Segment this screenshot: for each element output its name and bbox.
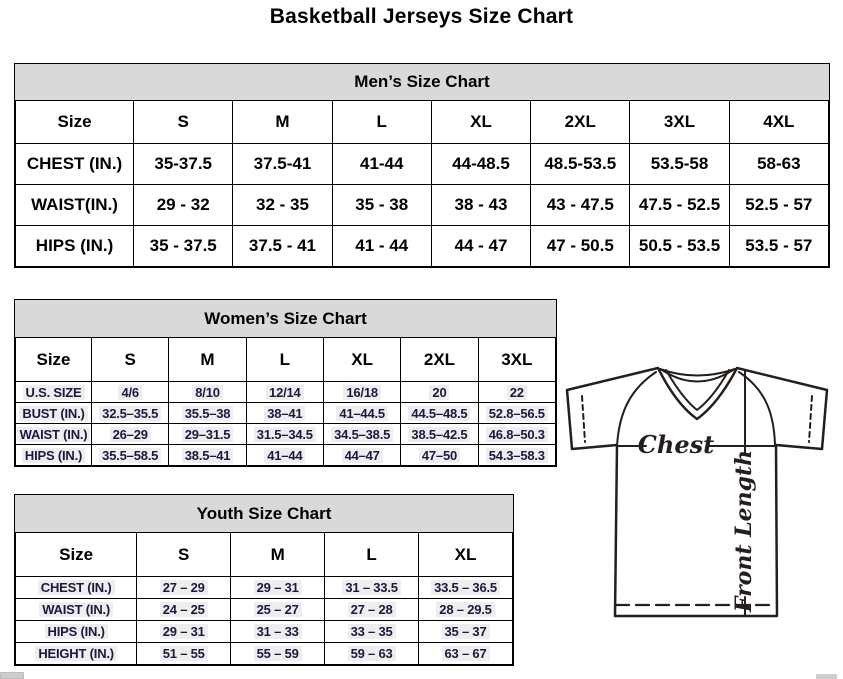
cell-text: 35.5–38 [182, 406, 234, 421]
column-header: M [231, 533, 325, 577]
womens-table [15, 337, 556, 466]
cell-text: CHEST (IN.) [38, 580, 115, 595]
jersey-outline [567, 368, 827, 616]
table-row [16, 577, 513, 599]
value-cell [231, 599, 325, 621]
value-cell [169, 403, 246, 424]
table-row [16, 144, 829, 185]
column-header-row [16, 338, 556, 382]
row-label [16, 382, 92, 403]
column-header: M [169, 338, 246, 382]
value-cell: 37.5 - 41 [233, 226, 332, 267]
mens-table [15, 100, 829, 267]
cell-text: 59 – 63 [348, 646, 396, 661]
cell-text: 38.5–42.5 [408, 427, 470, 442]
column-header: L [246, 338, 323, 382]
cell-text: 22 [507, 385, 527, 400]
cell-text: 35.5–58.5 [99, 448, 161, 463]
column-header: 2XL [531, 101, 630, 144]
value-cell [92, 445, 169, 466]
cell-text: U.S. SIZE [23, 385, 85, 400]
table-row [16, 185, 829, 226]
row-label [16, 643, 137, 665]
value-cell [137, 621, 231, 643]
value-cell [478, 445, 555, 466]
value-cell [137, 599, 231, 621]
cell-text: 8/10 [192, 385, 223, 400]
table-row [16, 403, 556, 424]
page-title: Basketball Jerseys Size Chart [269, 5, 574, 28]
cell-text: HIPS (IN.) [45, 624, 108, 639]
row-label [16, 424, 92, 445]
value-cell: 29 - 32 [134, 185, 233, 226]
value-cell [419, 643, 513, 665]
cell-text: BUST (IN.) [19, 406, 87, 421]
cell-text: 29 – 31 [254, 580, 302, 595]
youth-chart-title: Youth Size Chart [15, 495, 513, 532]
front-length-label: Front Length [731, 449, 757, 613]
table-row [16, 621, 513, 643]
cell-text: 55 – 59 [254, 646, 302, 661]
cell-text: 25 – 27 [254, 602, 302, 617]
column-header: 4XL [729, 101, 828, 144]
value-cell: 53.5-58 [630, 144, 729, 185]
row-label: HIPS (IN.) [16, 226, 134, 267]
value-cell: 41 - 44 [332, 226, 431, 267]
column-header: Size [16, 338, 92, 382]
cell-text: 35 – 37 [442, 624, 490, 639]
value-cell [478, 403, 555, 424]
value-cell: 43 - 47.5 [531, 185, 630, 226]
column-header: S [92, 338, 169, 382]
row-label [16, 621, 137, 643]
value-cell [401, 445, 478, 466]
value-cell: 48.5-53.5 [531, 144, 630, 185]
cell-text: 41–44 [264, 448, 305, 463]
value-cell [325, 621, 419, 643]
table-row [16, 424, 556, 445]
cell-text: 16/18 [343, 385, 381, 400]
value-cell: 41-44 [332, 144, 431, 185]
value-cell: 32 - 35 [233, 185, 332, 226]
value-cell [137, 577, 231, 599]
cell-text: 29–31.5 [182, 427, 234, 442]
value-cell: 35 - 38 [332, 185, 431, 226]
value-cell [401, 403, 478, 424]
value-cell [231, 621, 325, 643]
value-cell [419, 599, 513, 621]
value-cell: 47.5 - 52.5 [630, 185, 729, 226]
value-cell [246, 382, 323, 403]
value-cell [478, 424, 555, 445]
column-header: Size [16, 533, 137, 577]
cell-text: 38.5–41 [182, 448, 234, 463]
cell-text: HIPS (IN.) [22, 448, 85, 463]
cell-text: 47–50 [419, 448, 460, 463]
value-cell [169, 382, 246, 403]
row-label: WAIST(IN.) [16, 185, 134, 226]
cell-text: 34.5–38.5 [331, 427, 393, 442]
cell-text: 41–44.5 [336, 406, 388, 421]
row-label [16, 403, 92, 424]
column-header: 2XL [401, 338, 478, 382]
value-cell [323, 382, 400, 403]
womens-chart-title: Women’s Size Chart [15, 300, 556, 337]
cell-text: 33.5 – 36.5 [431, 580, 500, 595]
column-header: 3XL [630, 101, 729, 144]
youth-size-chart [14, 494, 514, 666]
column-header: L [332, 101, 431, 144]
cell-text: WAIST (IN.) [17, 427, 91, 442]
cell-text: 24 – 25 [160, 602, 208, 617]
youth-table [15, 532, 513, 665]
value-cell: 44-48.5 [431, 144, 530, 185]
cell-text: 52.8–56.5 [486, 406, 548, 421]
cell-text: 51 – 55 [160, 646, 208, 661]
cell-text: 44–47 [342, 448, 383, 463]
value-cell [419, 577, 513, 599]
chest-label: Chest [637, 430, 715, 459]
column-header: XL [323, 338, 400, 382]
value-cell [478, 382, 555, 403]
cell-text: 12/14 [266, 385, 304, 400]
cell-text: 4/6 [118, 385, 141, 400]
value-cell [323, 445, 400, 466]
cell-text: 27 – 28 [348, 602, 396, 617]
cell-text: 31.5–34.5 [254, 427, 316, 442]
cell-text: 54.3–58.3 [486, 448, 548, 463]
value-cell [323, 403, 400, 424]
value-cell [92, 403, 169, 424]
value-cell: 58-63 [729, 144, 828, 185]
cell-text: 32.5–35.5 [99, 406, 161, 421]
value-cell [246, 445, 323, 466]
table-row [16, 382, 556, 403]
value-cell [137, 643, 231, 665]
value-cell [231, 643, 325, 665]
cell-text: 31 – 33 [254, 624, 302, 639]
value-cell: 35-37.5 [134, 144, 233, 185]
cell-text: 31 – 33.5 [342, 580, 400, 595]
value-cell: 50.5 - 53.5 [630, 226, 729, 267]
row-label [16, 599, 137, 621]
cell-text: WAIST (IN.) [39, 602, 113, 617]
cell-text: 63 – 67 [442, 646, 490, 661]
value-cell: 44 - 47 [431, 226, 530, 267]
value-cell: 35 - 37.5 [134, 226, 233, 267]
cell-text: 27 – 29 [160, 580, 208, 595]
value-cell: 38 - 43 [431, 185, 530, 226]
column-header: L [325, 533, 419, 577]
cell-text: 33 – 35 [348, 624, 396, 639]
table-row [16, 445, 556, 466]
womens-size-chart [14, 299, 557, 467]
column-header: XL [419, 533, 513, 577]
cell-text: 29 – 31 [160, 624, 208, 639]
column-header: Size [16, 101, 134, 144]
column-header: M [233, 101, 332, 144]
value-cell: 47 - 50.5 [531, 226, 630, 267]
column-header-row [16, 533, 513, 577]
cell-text: 26–29 [110, 427, 151, 442]
scrollbar-fragment-left[interactable] [0, 672, 24, 679]
cell-text: HEIGHT (IN.) [35, 646, 117, 661]
cell-text: 28 – 29.5 [436, 602, 494, 617]
value-cell [92, 424, 169, 445]
value-cell [169, 424, 246, 445]
mens-chart-title: Men’s Size Chart [15, 64, 829, 100]
column-header: S [134, 101, 233, 144]
value-cell: 53.5 - 57 [729, 226, 828, 267]
value-cell: 37.5-41 [233, 144, 332, 185]
value-cell [231, 577, 325, 599]
mens-size-chart [14, 63, 830, 268]
column-header: S [137, 533, 231, 577]
table-row [16, 643, 513, 665]
cell-text: 46.8–50.3 [486, 427, 548, 442]
value-cell [325, 599, 419, 621]
cell-text: 20 [429, 385, 449, 400]
value-cell [92, 382, 169, 403]
jersey-measurement-diagram [555, 358, 840, 638]
value-cell [401, 424, 478, 445]
value-cell [401, 382, 478, 403]
value-cell [325, 643, 419, 665]
table-row [16, 599, 513, 621]
row-label [16, 577, 137, 599]
scrollbar-fragment-right[interactable] [816, 674, 837, 679]
value-cell [419, 621, 513, 643]
cell-text: 38–41 [264, 406, 305, 421]
value-cell [323, 424, 400, 445]
value-cell [325, 577, 419, 599]
column-header: XL [431, 101, 530, 144]
value-cell: 52.5 - 57 [729, 185, 828, 226]
value-cell [169, 445, 246, 466]
value-cell [246, 424, 323, 445]
row-label [16, 445, 92, 466]
cell-text: 44.5–48.5 [408, 406, 470, 421]
table-row [16, 226, 829, 267]
column-header: 3XL [478, 338, 555, 382]
row-label: CHEST (IN.) [16, 144, 134, 185]
value-cell [246, 403, 323, 424]
column-header-row [16, 101, 829, 144]
